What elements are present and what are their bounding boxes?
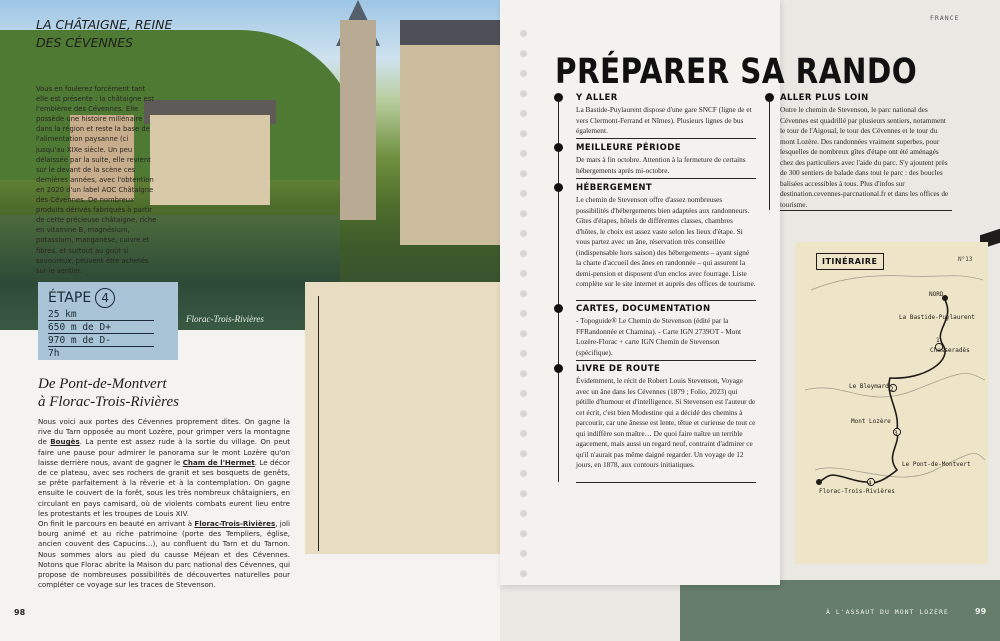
section-bullet [554, 304, 563, 313]
north-label: NORD [929, 291, 944, 298]
map-stage-4: 4 [868, 480, 872, 487]
section-title-cartes: CARTES, DOCUMENTATION [576, 304, 711, 314]
section-divider [576, 138, 756, 139]
notebook-hole [520, 130, 527, 137]
etape-box [38, 282, 178, 360]
notebook-hole [520, 430, 527, 437]
notebook-hole [520, 450, 527, 457]
section-body-cartes: - Topoguide® Le Chemin de Stevenson (édité par la FFRandonnée et Chamina). - Carte IGN 2739OT - Mont Lozère-Florac + carte IGN Chemin de Stevenson (spécifique). [576, 316, 742, 357]
map-stage-2: 2 [890, 386, 894, 393]
notebook-hole [520, 330, 527, 337]
notebook-hole [520, 290, 527, 297]
etape-number: 4 [95, 288, 115, 308]
notebook-hole [520, 270, 527, 277]
section-body-livre: Évidemment, le récit de Robert Louis Stevenson, Voyage avec un âne dans les Cévennes (1879 ; Folio, 2023) qui pétille d'humour et d'intelligence. Si Stevenson est l'auteur de cet écrit, c'est bien Modestine qui a décidé des chemins à parcourir, car une ânesse est lente, têtue et curieuse de tout ce qui indiffère son maître… De quoi faire naître un terrible agacement, mais aussi un regard neuf, contraint d'admirer ce qu'il n'aurait pas même daigné regarder. Un voyage de 12 jours, en 1878, aux contours initiatiques. [576, 376, 756, 469]
map-label: ITINÉRAIRE [816, 253, 884, 270]
page-title: PRÉPARER SA RANDO [555, 52, 918, 92]
etape-duration: 7h [48, 348, 60, 359]
section-bullet [554, 143, 563, 152]
section-divider [576, 360, 756, 361]
page-number-right: 99 [975, 607, 987, 616]
notebook-hole [520, 310, 527, 317]
notebook-hole [520, 150, 527, 157]
stage-heading [38, 375, 288, 411]
map-place-chasserades: Chasseradès [930, 347, 970, 354]
section-divider [576, 300, 756, 301]
section-body-periode: De mars à fin octobre. Attention à la fermeture de certains hébergements après mi-octobre. [576, 155, 746, 175]
etape-ascent: 650 m de D+ [48, 322, 154, 334]
map-place-florac: Florac-Trois-Rivières [819, 488, 895, 495]
etape-distance: 25 km [48, 309, 154, 321]
section-bullet [765, 93, 774, 102]
map-stage-3: 3 [894, 430, 898, 437]
notebook-hole [520, 410, 527, 417]
timeline-line [558, 96, 559, 482]
country-label: FRANCE [930, 14, 960, 22]
notebook-hole [520, 70, 527, 77]
etape-label: ÉTAPE [48, 290, 92, 306]
link-bouges[interactable]: Bougès [50, 437, 80, 447]
notebook-holes [520, 30, 532, 590]
section-divider [576, 482, 756, 483]
section-title-livre: LIVRE DE ROUTE [576, 364, 661, 374]
notebook-hole [520, 230, 527, 237]
section-title-hebergement: HÉBERGEMENT [576, 183, 653, 193]
section-body-y-aller: La Bastide-Puylaurent dispose d'une gare SNCF (ligne de et vers Clermont-Ferrand et Nîmes). Plusieurs lignes de bus également. [576, 105, 752, 135]
notebook-hole [520, 390, 527, 397]
etape-descent: 970 m de D- [48, 335, 154, 347]
notebook-hole [520, 110, 527, 117]
photo-caption: Florac-Trois-Rivières [186, 314, 264, 324]
section-divider [576, 178, 756, 179]
notebook-hole [520, 490, 527, 497]
link-florac[interactable]: Florac-Trois-Rivières [194, 519, 276, 529]
stage-paragraph-2: On finit le parcours en beauté en arrivant à Florac-Trois-Rivières, joli bourg animé et au riche patrimoine (porte des Templiers, église, ancien couvent des Capucins…), au confluent du Tarn et du Tarnon. Nous sommes alors au pied du causse Méjean et des Cévennes. Notons que Florac abrite la Maison du parc national des Cévennes, qui propose de nombreuses possibilités de découvertes naturelles pour compléter ce voyage sur les traces de Stevenson. [38, 519, 291, 590]
section-body-hebergement: Le chemin de Stevenson offre d'assez nombreuses possibilités d'hébergements bien adaptées aux randonneurs. Gîtes d'étapes, hôtels de différentes classes, chambres d'hôtes, le choix est assez vaste selon les lieux d'étape. Si vous partez avec un âne, réservation très conseillée (indispensable hors saison) des hébergements – ayant signé la charte d'accueil des ânes en randonnée – qui assurent la demi-pension et disposent d'un enclos avec fourrage. Liste complète sur le site internet et auprès des offices de tourisme. [576, 195, 756, 288]
map-place-bastide: La Bastide-Puylaurent [899, 314, 975, 321]
map-place-mont-lozere: Mont Lozère [851, 418, 891, 425]
map-place-pont-de-montvert: Le Pont-de-Montvert [902, 461, 971, 468]
itinerary-map [805, 270, 985, 560]
section-bullet [554, 93, 563, 102]
map-place-bleymard: Le Bleymard [849, 383, 889, 390]
stage-heading-line1: De Pont-de-Montvert [38, 376, 167, 392]
section-bullet [554, 364, 563, 373]
notebook-hole [520, 170, 527, 177]
timeline-line-2 [769, 96, 770, 210]
notebook-hole [520, 190, 527, 197]
chestnut-box [305, 282, 500, 554]
map-stage-1: 1 [936, 337, 940, 344]
notebook-hole [520, 470, 527, 477]
notebook-hole [520, 350, 527, 357]
notebook-hole [520, 510, 527, 517]
section-bullet [554, 183, 563, 192]
notebook-hole [520, 550, 527, 557]
stage-paragraph-1: Nous voici aux portes des Cévennes proprement dites. On gagne la rive du Tarn opposée au mont Lozère, pour grimper vers la montagne de Bougès. La pente est assez rude à la sortie du village. On peut faire une pause pour admirer le panorama sur le mont Lozère qu'on laisse derrière nous, avant de gagner le Cham de l'Hermet. Le décor de ce plateau, avec ses rochers de granit et ses bosquets de genêts, se prête parfaitement à la rêverie et à la contemplation. On gagne ensuite le couvert de la forêt, sous les très nombreux châtaigniers, en circulant en pays camisard, où de violents combats eurent lieu entre les protestants et les troupes de Louis XIV. [38, 417, 290, 518]
chestnut-title: LA CHÂTAIGNE, REINE DES CÉVENNES [36, 17, 173, 50]
chestnut-rule [318, 296, 468, 551]
notebook-hole [520, 210, 527, 217]
page-number-left: 98 [14, 608, 26, 617]
notebook-hole [520, 530, 527, 537]
running-footer: À L'ASSAUT DU MONT LOZÈRE [826, 608, 949, 616]
section-title-y-aller: Y ALLER [576, 93, 618, 103]
etape-title [48, 288, 168, 308]
section-body-plus-loin: Outre le chemin de Stevenson, le parc national des Cévennes est quadrillé par plusieurs sentiers, notamment le tour de l'Aigoual, le tour des Cévennes et le tour du mont Lozère. Des randonnées vraiment superbes, pour lesquelles de nombreux gîtes d'étape ont été aménagés chez des particuliers avec l'aide du parc. S'y ajoutent près de 300 sentiers de balade dans tout le parc : des boucles balisées accessibles à tous. Plus d'infos sur destination.cevennes-parcnational.fr et dans les offices de tourisme. [780, 105, 949, 209]
section-divider [780, 210, 952, 211]
chestnut-body: Vous en foulerez forcément tant elle est présente : la châtaigne est l'emblème des Cévennes. Elle possède une histoire millénaire dans la région et reste la base de l'alimentation paysanne (ci jusqu'au XIXe siècle. Un peu délaissée par la suite, elle revient sur le devant de la scène ces dernières années, avec l'obtention en 2020 d'un label AOC Châtaigne des Cévennes. De nombreux produits dérivés fabriqués à partir de cette précieuse châtaigne, riche en vitamine B, magnésium, potassium, manganèse, cuivre et fibres, et surtout au goût si savoureux, peuvent être achetés sur le sentier. [36, 85, 157, 275]
notebook-hole [520, 30, 527, 37]
notebook-hole [520, 250, 527, 257]
stage-heading-line2: à Florac-Trois-Rivières [38, 394, 179, 410]
notebook-hole [520, 570, 527, 577]
section-title-plus-loin: ALLER PLUS LOIN [780, 93, 869, 103]
section-title-periode: MEILLEURE PÉRIODE [576, 143, 681, 153]
map-number: N°13 [958, 256, 973, 263]
notebook-hole [520, 90, 527, 97]
link-cham-hermet[interactable]: Cham de l'Hermet [182, 457, 255, 467]
notebook-hole [520, 370, 527, 377]
notebook-hole [520, 50, 527, 57]
stage-body [38, 417, 290, 590]
